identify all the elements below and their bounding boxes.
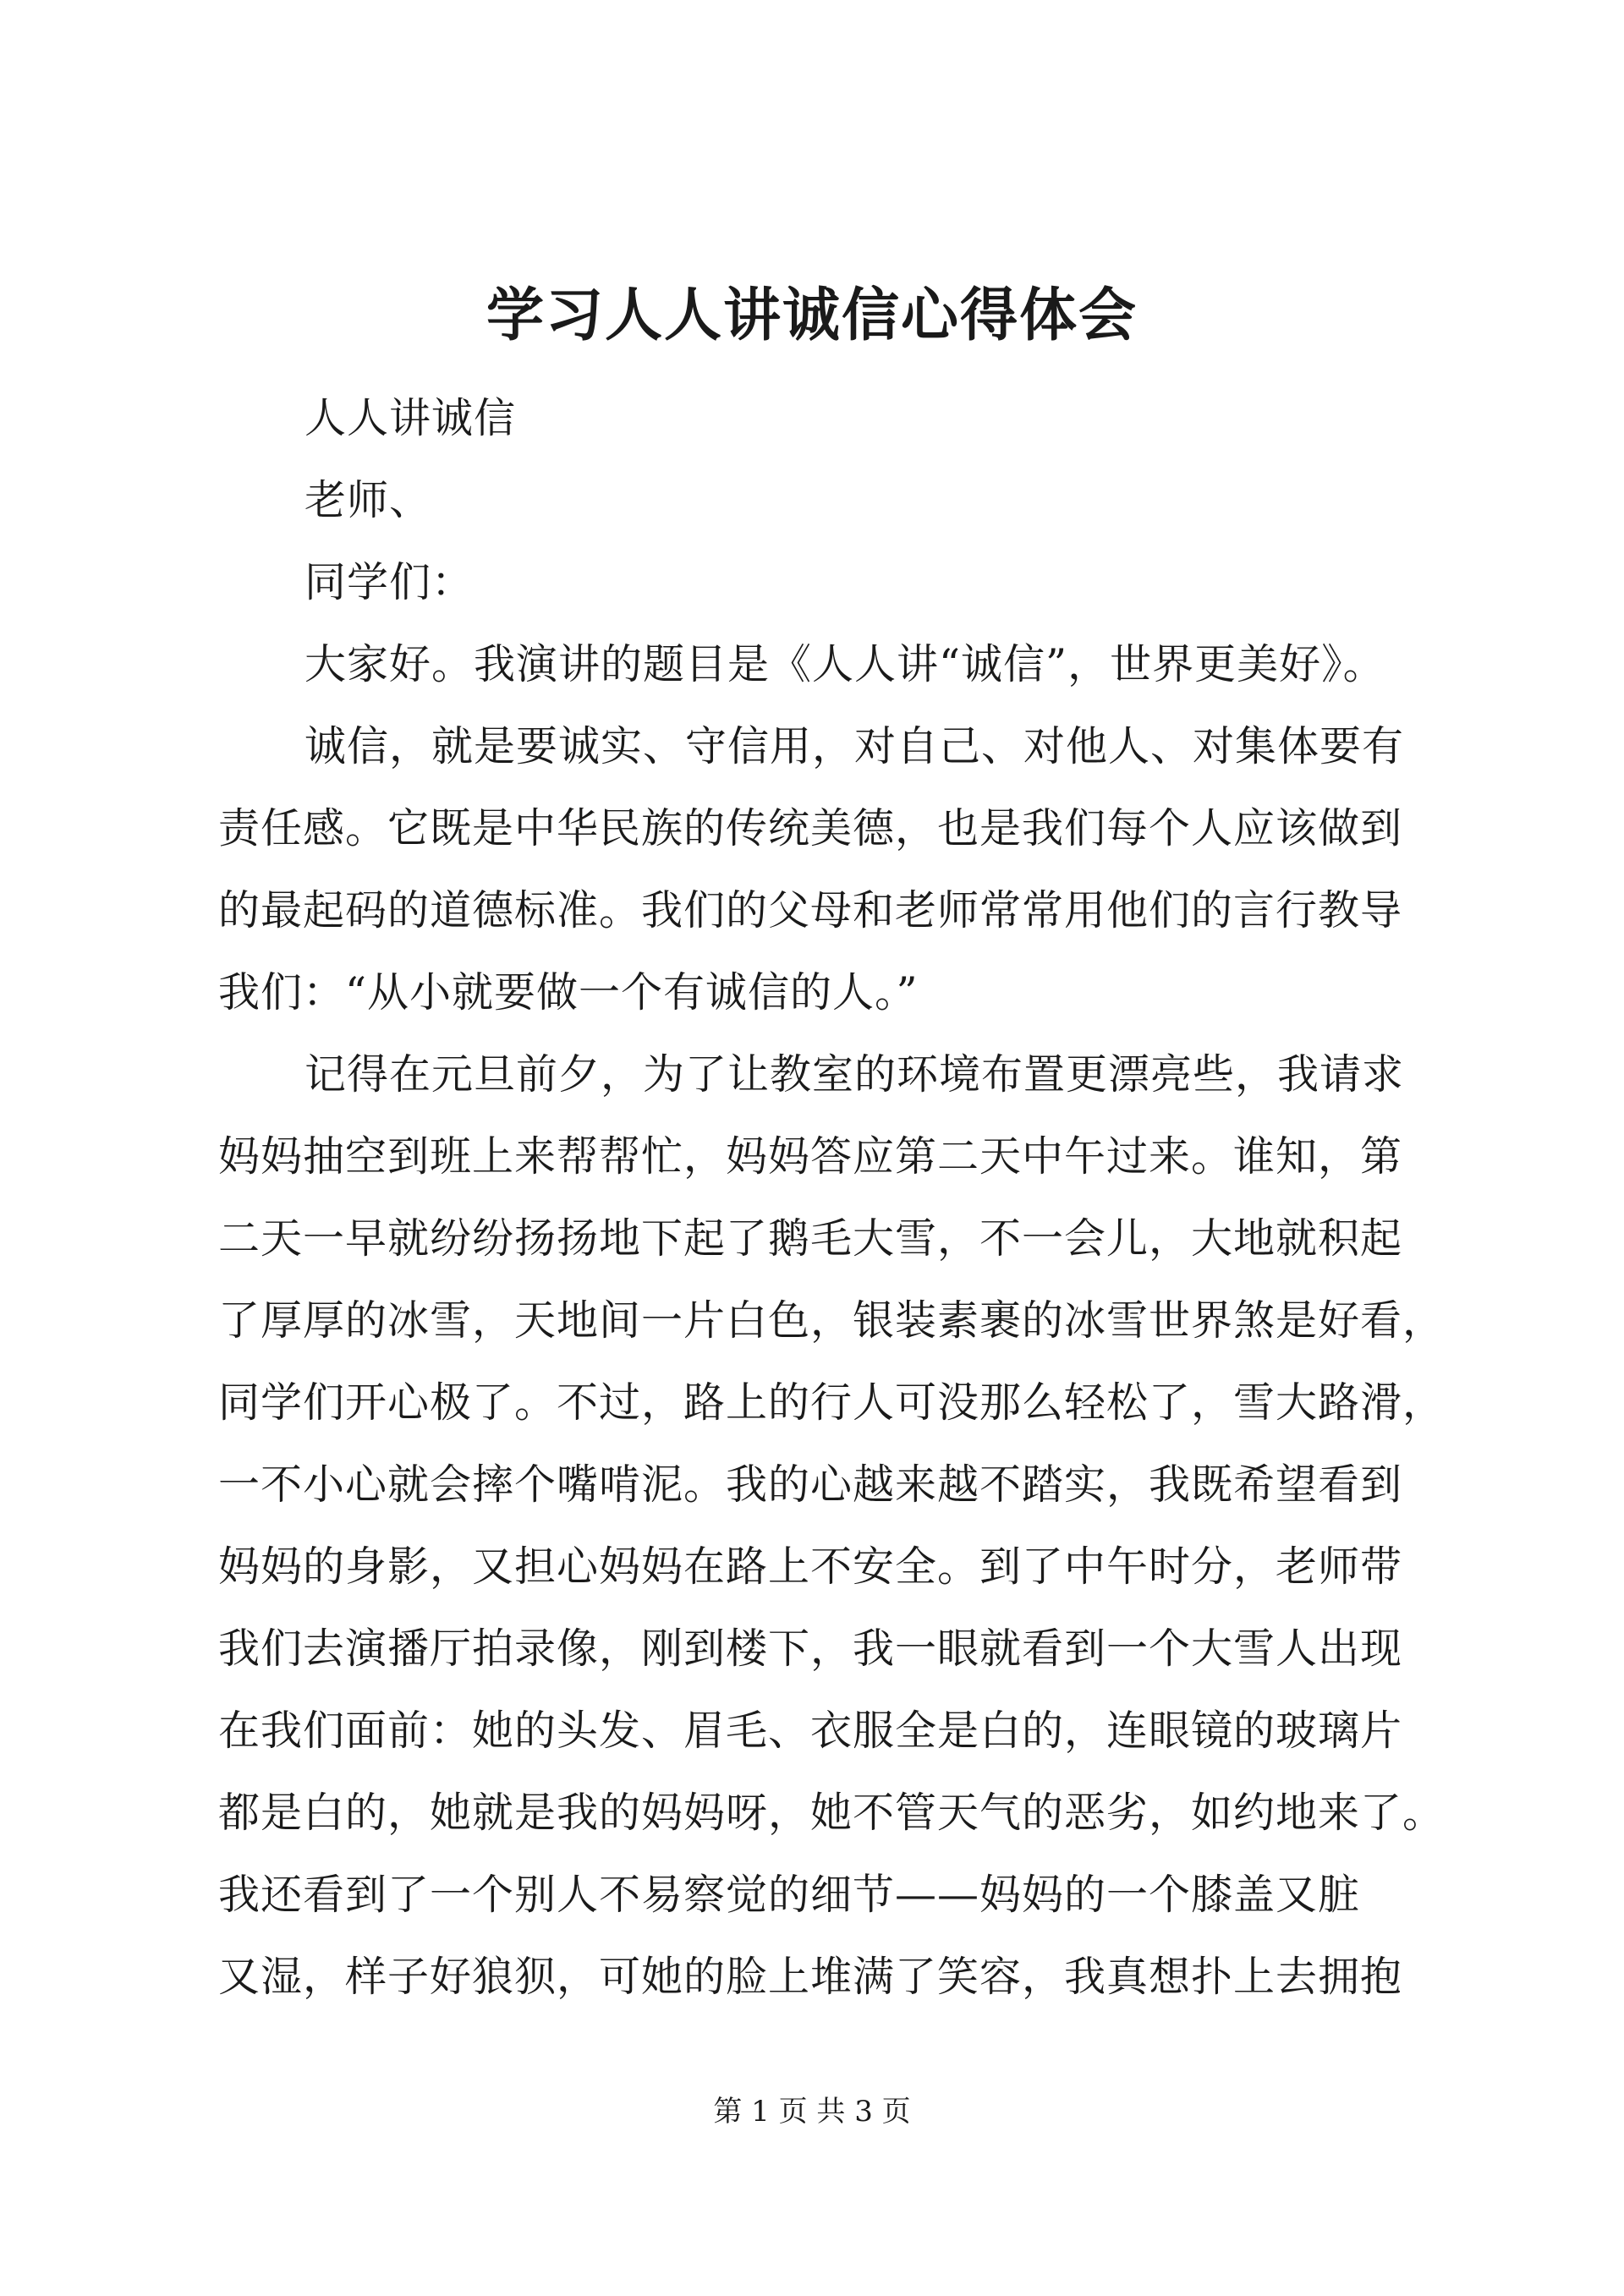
body-line: 诚信，就是要诚实、守信用，对自己、对他人、对集体要有 — [304, 722, 1405, 770]
body-line: 大家好。我演讲的题目是《人人讲“诚信”，世界更美好》。 — [304, 640, 1385, 688]
body-line: 我们去演播厅拍录像，刚到楼下，我一眼就看到一个大雪人出现 — [218, 1625, 1403, 1673]
document-title: 学习人人讲诚信心得体会 — [486, 282, 1138, 349]
body-line: 我还看到了一个别人不易察觉的细节——妈妈的一个膝盖又脏 — [218, 1871, 1361, 1919]
body-line: 责任感。它既是中华民族的传统美德，也是我们每个人应该做到 — [218, 804, 1403, 852]
body-line: 二天一早就纷纷扬扬地下起了鹅毛大雪，不一会儿，大地就积起 — [218, 1214, 1403, 1263]
body-line: 都是白的，她就是我的妈妈呀，她不管天气的恶劣，如约地来了。 — [218, 1789, 1446, 1837]
page-number-footer: 第 1 页 共 3 页 — [713, 2095, 911, 2129]
body-line: 同学们： — [304, 558, 475, 606]
body-line: 同学们开心极了。不过，路上的行人可没那么轻松了，雪大路滑， — [218, 1378, 1446, 1427]
body-line: 老师、 — [304, 476, 432, 524]
body-line: 在我们面前：她的头发、眉毛、衣服全是白的，连眼镜的玻璃片 — [218, 1707, 1403, 1755]
body-line: 妈妈的身影，又担心妈妈在路上不安全。到了中午时分，老师带 — [218, 1543, 1403, 1591]
body-line: 我们：“从小就要做一个有诚信的人。” — [218, 968, 919, 1016]
body-line: 的最起码的道德标准。我们的父母和老师常常用他们的言行教导 — [218, 886, 1403, 934]
body-line: 一不小心就会摔个嘴啃泥。我的心越来越不踏实，我既希望看到 — [218, 1460, 1403, 1509]
body-line: 人人讲诚信 — [304, 394, 517, 442]
body-line: 妈妈抽空到班上来帮帮忙，妈妈答应第二天中午过来。谁知，第 — [218, 1132, 1403, 1181]
document-body — [218, 377, 1446, 2018]
body-line: 了厚厚的冰雪，天地间一片白色，银装素裹的冰雪世界煞是好看， — [218, 1296, 1446, 1345]
body-line: 记得在元旦前夕，为了让教室的环境布置更漂亮些，我请求 — [304, 1050, 1405, 1099]
body-line: 又湿，样子好狼狈，可她的脸上堆满了笑容，我真想扑上去拥抱 — [218, 1953, 1403, 2001]
